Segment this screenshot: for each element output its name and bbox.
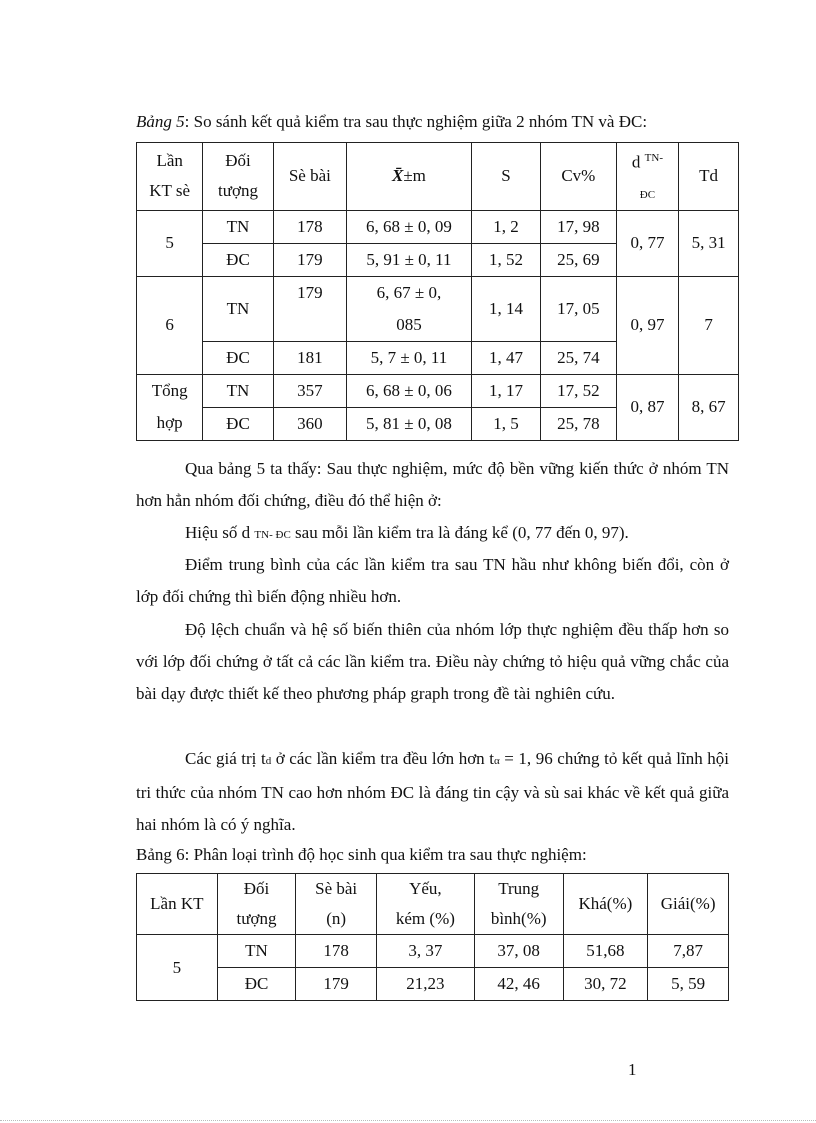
cell-s: 1, 52 xyxy=(471,243,540,276)
cell-lan: 5 xyxy=(137,210,203,276)
cell-yeu: 3, 37 xyxy=(377,935,475,968)
cell-xm: 6, 68 ± 0, 09 xyxy=(347,210,472,243)
cell-cv: 17, 05 xyxy=(540,276,616,341)
cell-se: 179 xyxy=(296,968,377,1001)
table-row xyxy=(137,968,729,1001)
cell-cv: 25, 69 xyxy=(540,243,616,276)
cell-td: 7 xyxy=(679,276,739,374)
cell-td: 8, 67 xyxy=(679,374,739,440)
cell-xm: 5, 81 ± 0, 08 xyxy=(347,407,472,440)
cell-s: 1, 17 xyxy=(471,374,540,407)
header-doi-tuong: Đối tượng xyxy=(217,874,296,935)
cell-gioi: 5, 59 xyxy=(648,968,729,1001)
cell-s: 1, 5 xyxy=(471,407,540,440)
header-lan-kt: Lần KT xyxy=(137,874,218,935)
cell-xm: 6, 67 ± 0, 085 xyxy=(347,276,472,341)
table5-caption-text: : So sánh kết quả kiểm tra sau thực nghiệm giữa 2 nhóm TN và ĐC: xyxy=(184,112,648,131)
header-doi-tuong: Đối tượng xyxy=(203,143,273,211)
cell-tb: 42, 46 xyxy=(474,968,563,1001)
cell-lan: 6 xyxy=(137,276,203,374)
page-bottom-divider xyxy=(0,1120,816,1121)
cell-cv: 17, 52 xyxy=(540,374,616,407)
cell-doi: TN xyxy=(203,210,273,243)
cell-tb: 37, 08 xyxy=(474,935,563,968)
cell-kha: 30, 72 xyxy=(563,968,648,1001)
table-5 xyxy=(136,142,739,441)
paragraph-4: Độ lệch chuẩn và hệ số biến thiên của nhóm lớp thực nghiệm đều thấp hơn so với lớp đối chứng ở tất cả các lần kiểm tra. Điều này chứng tỏ hiệu quả vững chắc của bài dạy được thiết kế theo phương pháp graph trong đề tài nghiên cứu. xyxy=(136,620,729,703)
cell-doi: TN xyxy=(203,374,273,407)
cell-doi: ĐC xyxy=(203,407,273,440)
cell-lan: Tổng hợp xyxy=(137,374,203,440)
paragraph-3: Điểm trung bình của các lần kiểm tra sau TN hầu như không biến đổi, còn ở lớp đối chứng thì biến động nhiều hơn. xyxy=(136,555,729,606)
cell-doi: TN xyxy=(203,276,273,341)
paragraph-2: Hiệu số d TN- ĐC sau mỗi lần kiểm tra là đáng kể (0, 77 đến 0, 97). xyxy=(185,523,629,542)
header-td: Td xyxy=(679,143,739,211)
table5-caption xyxy=(136,112,647,132)
header-gioi: Giái(%) xyxy=(648,874,729,935)
cell-se: 178 xyxy=(296,935,377,968)
cell-doi: ĐC xyxy=(203,341,273,374)
paragraph-5: Các giá trị td ở các lần kiểm tra đều lớn hơn tα = 1, 96 chứng tỏ kết quả lĩnh hội tri thức của nhóm TN cao hơn nhóm ĐC là đáng tin cậy và sù sai khác về kết quả giữa hai nhóm là có ý nghĩa. xyxy=(136,749,730,834)
cell-doi: TN xyxy=(217,935,296,968)
cell-se: 357 xyxy=(273,374,346,407)
table-row xyxy=(137,210,739,243)
cell-s: 1, 2 xyxy=(471,210,540,243)
cell-doi: ĐC xyxy=(203,243,273,276)
header-s: S xyxy=(471,143,540,211)
header-trung-binh: Trung bình(%) xyxy=(474,874,563,935)
header-lan: Lần KT sè xyxy=(137,143,203,211)
header-kha: Khá(%) xyxy=(563,874,648,935)
table-header-row xyxy=(137,143,739,211)
cell-se: 179 xyxy=(273,276,346,341)
cell-s: 1, 47 xyxy=(471,341,540,374)
table-row xyxy=(137,374,739,407)
cell-d: 0, 77 xyxy=(616,210,679,276)
cell-xm: 5, 7 ± 0, 11 xyxy=(347,341,472,374)
header-se-bai: Sè bài xyxy=(273,143,346,211)
paragraph-1: Qua bảng 5 ta thấy: Sau thực nghiệm, mức độ bền vững kiến thức ở nhóm TN hơn hẳn nhóm đối chứng, điều đó thể hiện ở: xyxy=(136,459,729,510)
cell-kha: 51,68 xyxy=(563,935,648,968)
header-yeu-kem: Yếu, kém (%) xyxy=(377,874,475,935)
table-6 xyxy=(136,873,729,1001)
table5-caption-label: Bảng 5 xyxy=(136,112,185,131)
cell-se: 181 xyxy=(273,341,346,374)
header-se-bai: Sè bài (n) xyxy=(296,874,377,935)
cell-se: 179 xyxy=(273,243,346,276)
cell-d: 0, 87 xyxy=(616,374,679,440)
cell-doi: ĐC xyxy=(217,968,296,1001)
cell-gioi: 7,87 xyxy=(648,935,729,968)
header-d: d $^{TN-}$ ĐC xyxy=(616,143,679,211)
table6-caption: Bảng 6: Phân loại trình độ học sinh qua kiểm tra sau thực nghiệm: xyxy=(136,845,587,864)
page-number: 1 xyxy=(628,1060,637,1079)
cell-se: 178 xyxy=(273,210,346,243)
cell-xm: 5, 91 ± 0, 11 xyxy=(347,243,472,276)
cell-cv: 17, 98 xyxy=(540,210,616,243)
cell-td: 5, 31 xyxy=(679,210,739,276)
cell-cv: 25, 78 xyxy=(540,407,616,440)
table-header-row xyxy=(137,874,729,935)
table-row xyxy=(137,935,729,968)
cell-yeu: 21,23 xyxy=(377,968,475,1001)
cell-lan: 5 xyxy=(137,935,218,1001)
table-row xyxy=(137,276,739,341)
header-mean: X̄±m xyxy=(347,143,472,211)
header-cv: Cv% xyxy=(540,143,616,211)
cell-xm: 6, 68 ± 0, 06 xyxy=(347,374,472,407)
cell-cv: 25, 74 xyxy=(540,341,616,374)
cell-se: 360 xyxy=(273,407,346,440)
cell-s: 1, 14 xyxy=(471,276,540,341)
cell-d: 0, 97 xyxy=(616,276,679,374)
